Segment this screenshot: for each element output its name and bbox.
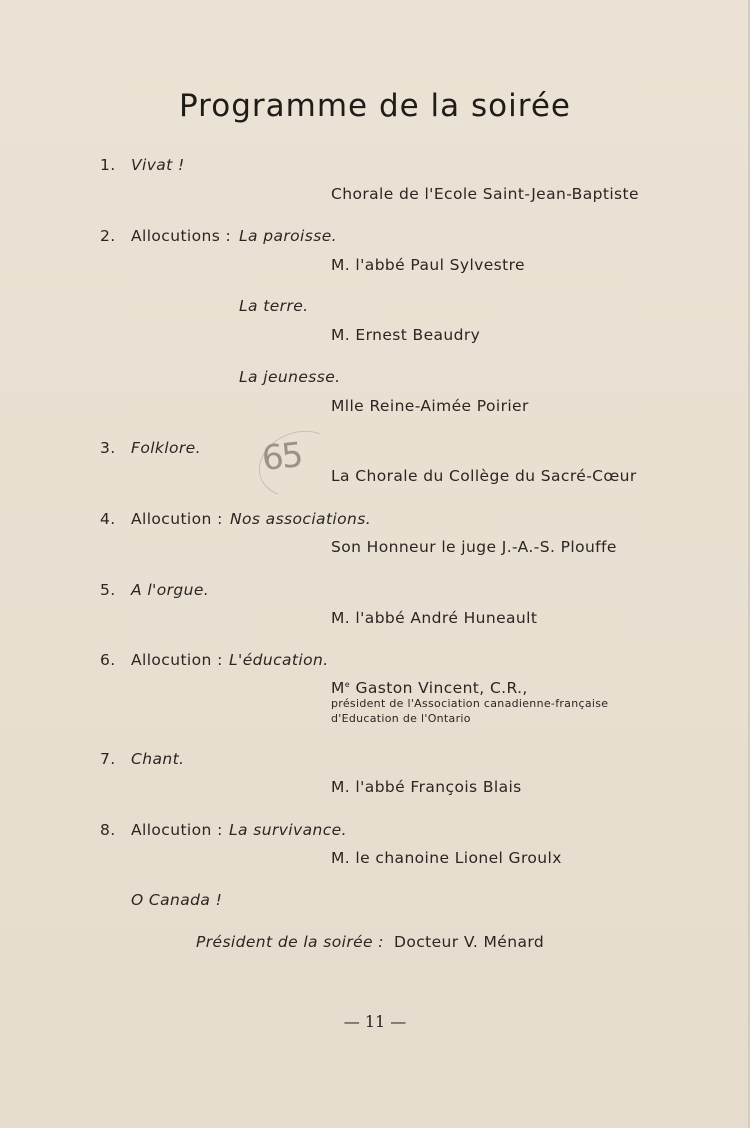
item-performer-line (331, 679, 528, 697)
item-subject: Nos associations. (230, 510, 372, 528)
item-label: A l'orgue. (131, 581, 210, 599)
performer-prefix: M (331, 679, 345, 697)
item-performer: La Chorale du Collège du Sacré-Cœur (331, 467, 637, 485)
handwritten-note: 65 (260, 435, 304, 479)
item-number: 5. (100, 581, 116, 599)
item-subject: La paroisse. (239, 227, 337, 245)
item-label: Allocution : (131, 821, 223, 839)
page-title: Programme de la soirée (179, 88, 571, 124)
item-performer: M. l'abbé André Huneault (331, 609, 538, 627)
item-label: Folklore. (131, 439, 201, 457)
item-subject: La survivance. (229, 821, 347, 839)
item-performer: M. Ernest Beaudry (331, 326, 481, 344)
item-performer: Mlle Reine-Aimée Poirier (331, 397, 529, 415)
item-number: 3. (100, 439, 116, 457)
performer-superscript: e (344, 679, 351, 689)
item-label: Vivat ! (131, 156, 185, 174)
president-label: Président de la soirée : (196, 933, 384, 951)
item-label: Allocution : (131, 510, 223, 528)
item-performer: M. l'abbé Paul Sylvestre (331, 256, 525, 274)
item-note: d'Education de l'Ontario (331, 712, 471, 725)
item-subject: L'éducation. (229, 651, 329, 669)
item-performer: M. l'abbé François Blais (331, 778, 522, 796)
item-subject: La jeunesse. (239, 368, 341, 386)
anthem: O Canada ! (131, 891, 223, 909)
item-note: président de l'Association canadienne-française (331, 697, 609, 710)
item-subject: La terre. (239, 297, 309, 315)
item-performer: Gaston Vincent, C.R., (355, 679, 528, 697)
item-number: 6. (100, 651, 116, 669)
item-performer: M. le chanoine Lionel Groulx (331, 849, 562, 867)
item-number: 4. (100, 510, 116, 528)
page-number: — 11 — (343, 1012, 407, 1031)
item-performer: Son Honneur le juge J.-A.-S. Plouffe (331, 538, 617, 556)
item-label: Allocutions : (131, 227, 232, 245)
president-name: Docteur V. Ménard (394, 933, 545, 951)
item-performer: Chorale de l'Ecole Saint-Jean-Baptiste (331, 185, 639, 203)
item-label: Chant. (131, 750, 185, 768)
item-number: 1. (100, 156, 116, 174)
item-number: 7. (100, 750, 116, 768)
item-number: 8. (100, 821, 116, 839)
item-label: Allocution : (131, 651, 223, 669)
item-number: 2. (100, 227, 116, 245)
